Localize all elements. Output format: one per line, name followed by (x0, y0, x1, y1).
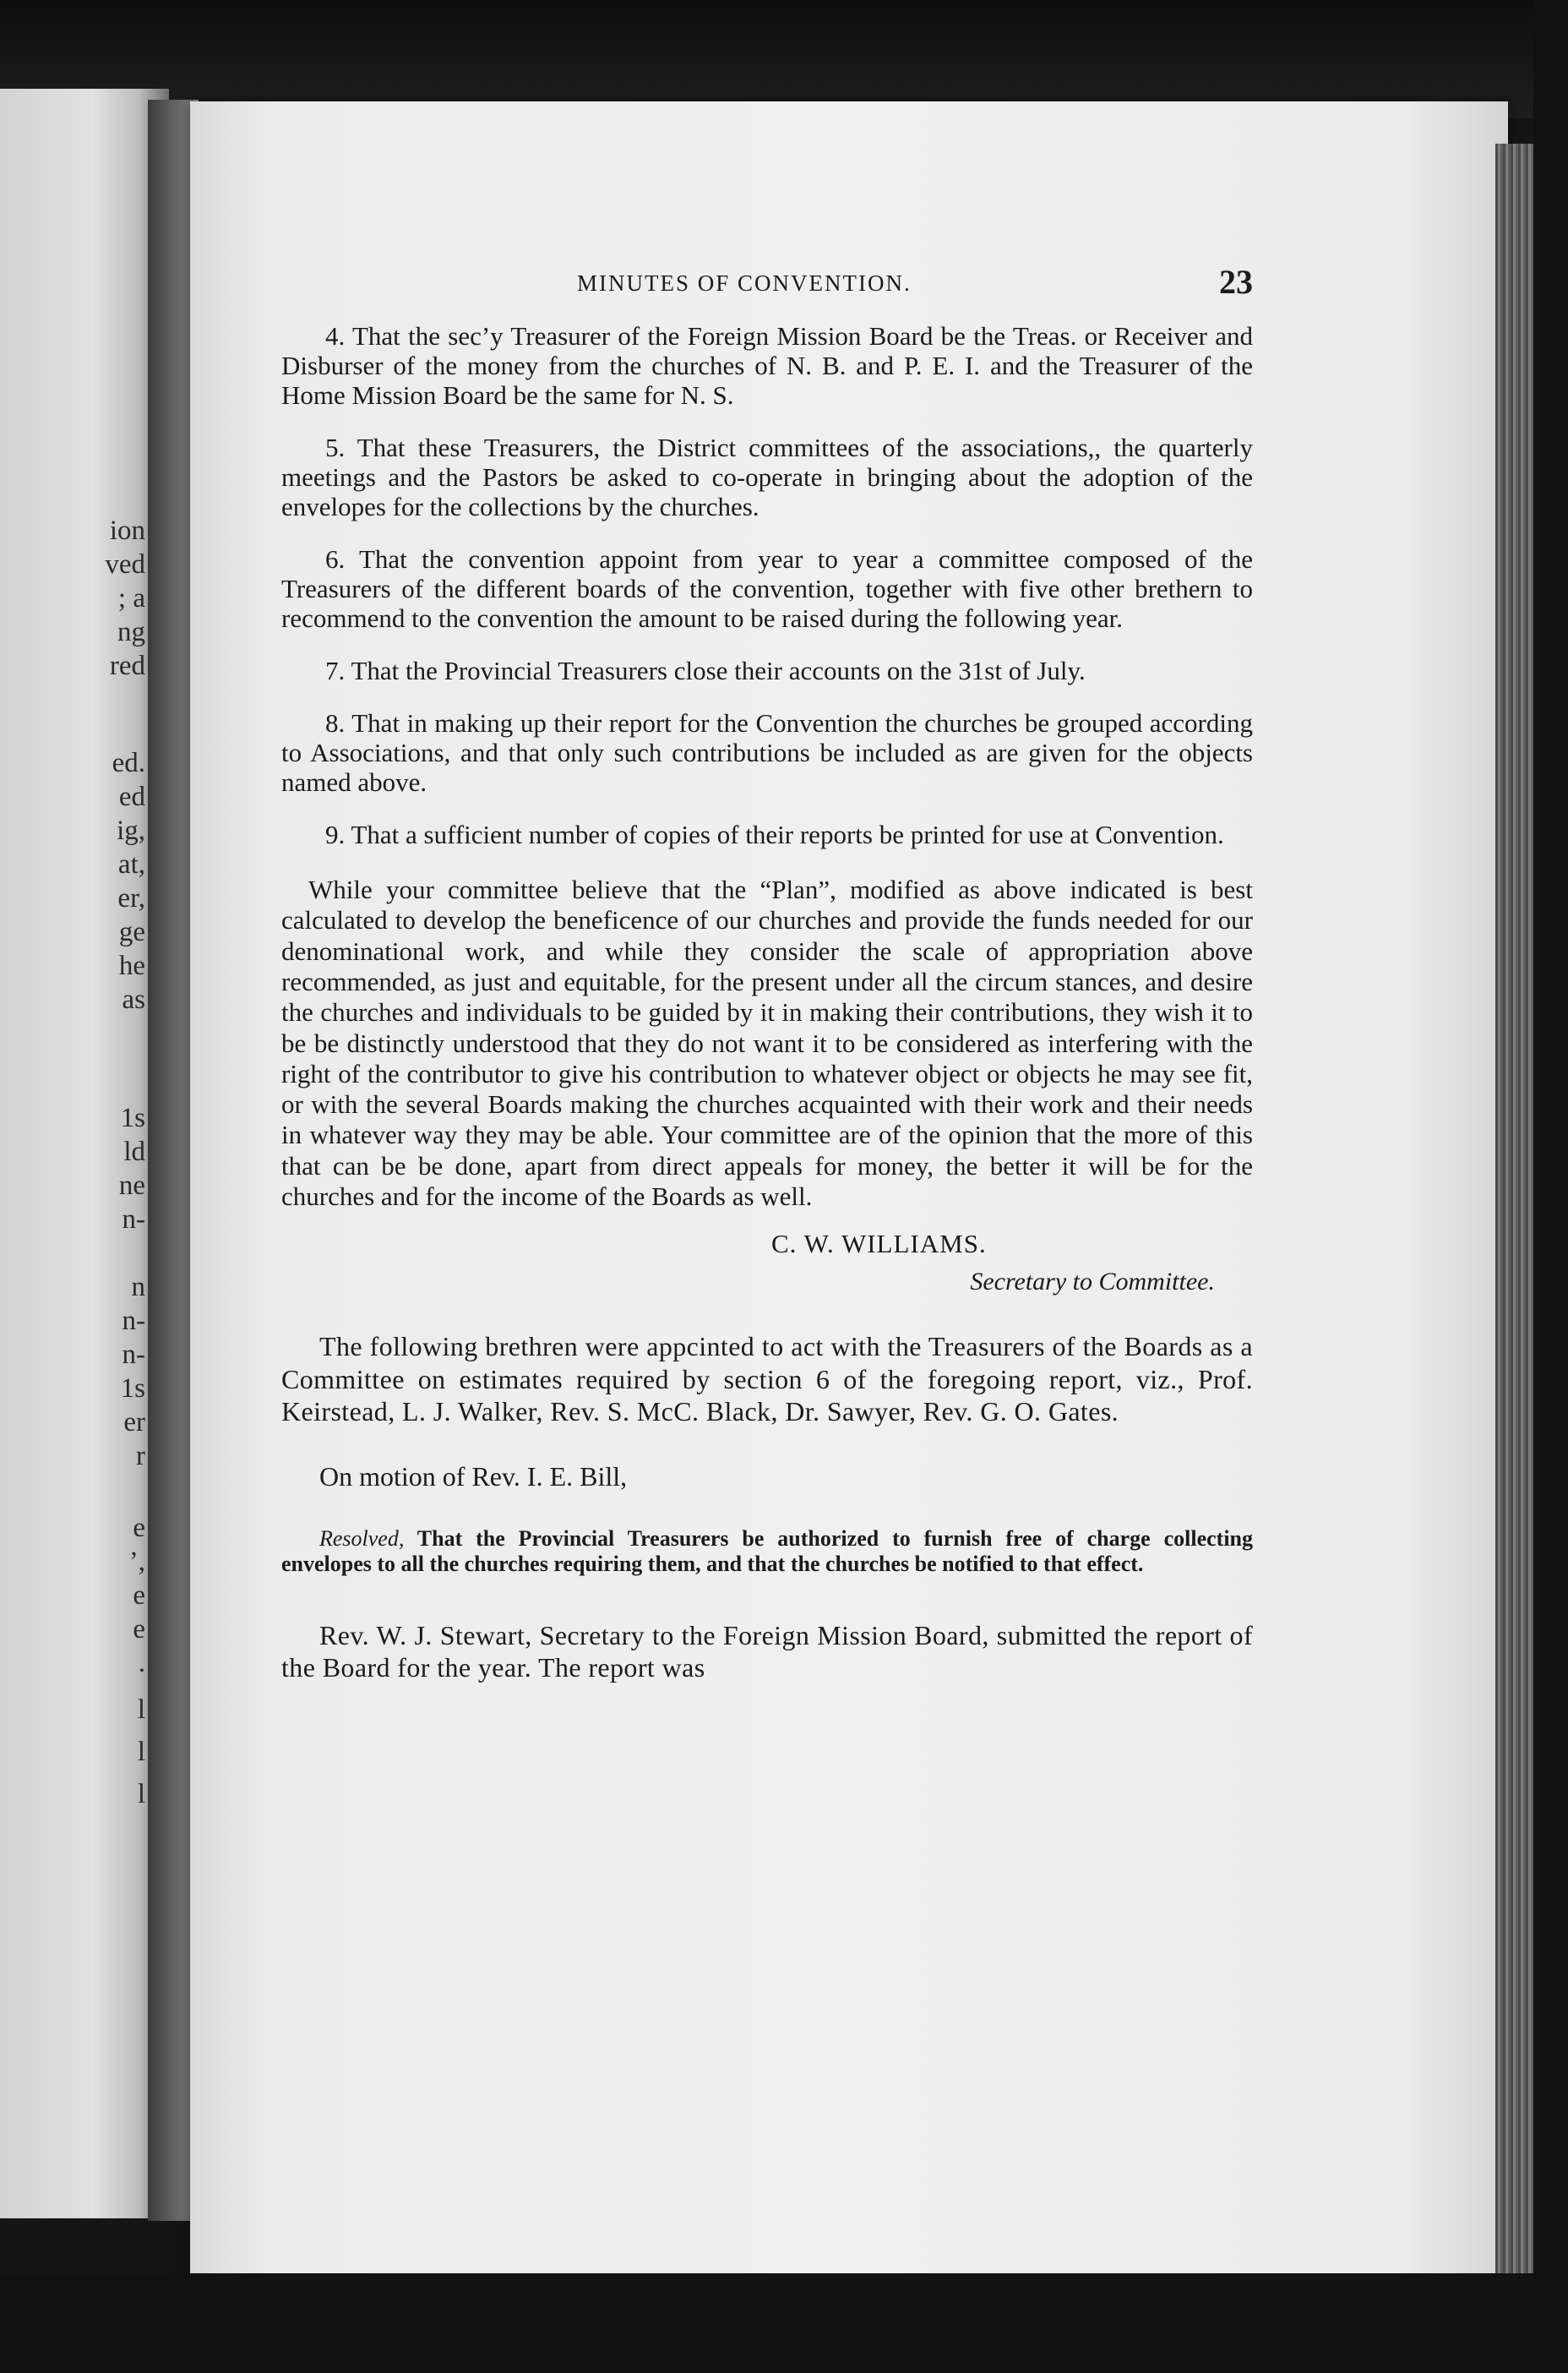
facing-page-fragment: red (109, 651, 145, 681)
facing-page-fragment: e (133, 1614, 145, 1645)
resolution-item-5: 5. That these Treasurers, the District committees of the associations,, the quarterly meetings and the Pastors be asked to co-operate in bringing about the adoption of the envelopes for the collections by the churches. (281, 433, 1253, 522)
resolved-label: Resolved, (319, 1526, 405, 1552)
facing-page-fragment: at, (117, 849, 145, 880)
facing-page-fragment: l (137, 1694, 145, 1725)
motion-line: On motion of Rev. I. E. Bill, (319, 1461, 628, 1492)
facing-page-fragment: 1s (120, 1373, 145, 1404)
running-title: MINUTES OF CONVENTION. (577, 270, 912, 296)
facing-page-fragment: ed. (112, 748, 145, 778)
page-content (281, 254, 1253, 1684)
facing-page-fragment: ig, (117, 816, 145, 846)
facing-page-fragment: ’, (128, 1547, 145, 1577)
facing-page-fragment: ion (109, 516, 145, 546)
resolution-item-9: 9. That a sufficient number of copies of their reports be printed for use at Convention. (325, 820, 1224, 850)
facing-page-fragment: 1s (120, 1103, 145, 1133)
facing-page-fragment: n (131, 1272, 145, 1302)
facing-page-fragment: ; a (117, 583, 145, 614)
facing-page-fragment: n- (122, 1204, 145, 1235)
committee-paragraph: While your committee believe that the “Plan”, modified as above indicated is best calculated to develop the beneficence of our churches and provide the funds needed for our denominational work, and while they consider the scale of appropriation above recommended, as just and equitable, for the present under all the circum stances, and desire the churches and individuals to be guided by it in making their contributions, they wish it to be be distinctly understood that they do not want it to be considered as interfering with the right of the contributor to give his contribution to whatever object or objects he may see fit, or with the several Boards making the churches acquainted with their work and their needs in whatever way they may be able. Your committee are of the opinion that the more of this that can be be done, apart from direct appeals for money, the better it will be for the churches and for the income of the Boards as well. (281, 875, 1253, 1211)
signature-title: Secretary to Committee. (970, 1268, 1215, 1296)
facing-page-fragment: he (118, 951, 145, 981)
facing-page-fragment: ne (118, 1170, 145, 1201)
facing-page-fragment: e (133, 1513, 145, 1543)
page-number: 23 (1219, 263, 1253, 301)
resolution-item-6: 6. That the convention appoint from year to year a committee composed of the Treasurers of the different boards of the convention, together with five other brethern to recommend to the convention the amount to be raised during the following year. (281, 544, 1253, 634)
facing-page-fragment: ed (118, 782, 145, 812)
facing-page-fragment: l (137, 1737, 145, 1767)
resolved-text: That the Provincial Treasurers be authorized to furnish free of charge collecting envelopes to all the churches requiring them, and that the churches be notified to that effect. (281, 1526, 1254, 1577)
facing-page-fragment: n- (122, 1339, 145, 1370)
facing-page-fragment: er, (117, 883, 145, 914)
facing-page-fragment: n- (122, 1306, 145, 1336)
resolution-paragraph (281, 1526, 1253, 1577)
facing-page-fragment: ge (118, 917, 145, 947)
facing-page-fragment: r (136, 1441, 145, 1471)
resolution-item-8: 8. That in making up their report for the Convention the churches be grouped according to Associations, and that only such contributions be included as are given for the objects named above. (281, 708, 1253, 798)
facing-page-fragment: . (138, 1648, 145, 1678)
facing-page-fragment: ng (117, 617, 145, 647)
facing-page-fragment: as (122, 985, 145, 1015)
scan-top-border (0, 0, 1568, 118)
estimates-paragraph: The following brethren were appcinted to act with the Treasurers of the Boards as a Committee on estimates required by section 6 of the foregoing report, viz., Prof. Keirstead, L. J. Walker, Rev. S. McC. Black, Dr. Sawyer, Rev. G. O. Gates. (281, 1331, 1253, 1427)
facing-page-fragment: er (123, 1407, 145, 1437)
running-header (281, 254, 1253, 321)
scan-right-border (1533, 0, 1568, 2373)
facing-page-fragment: ld (123, 1137, 145, 1167)
resolution-item-7: 7. That the Provincial Treasurers close their accounts on the 31st of July. (325, 656, 1086, 686)
facing-page-fragment: e (133, 1580, 145, 1611)
scan-bottom-border (0, 2273, 1568, 2373)
facing-page-fragment: l (137, 1779, 145, 1809)
facing-page-edge (0, 89, 169, 2218)
final-paragraph: Rev. W. J. Stewart, Secretary to the Foreign Mission Board, submitted the report of the Board for the year. The report was (281, 1620, 1253, 1683)
signature-name: C. W. WILLIAMS. (771, 1229, 987, 1259)
page-stack-edge (1495, 144, 1538, 2307)
resolution-item-4: 4. That the sec’y Treasurer of the Foreign Mission Board be the Treas. or Receiver and Disburser of the money from the churches of N. B. and P. E. I. and the Treasurer of the Home Mission Board be the same for N. S. (281, 321, 1253, 411)
facing-page-fragment: ved (105, 549, 145, 580)
